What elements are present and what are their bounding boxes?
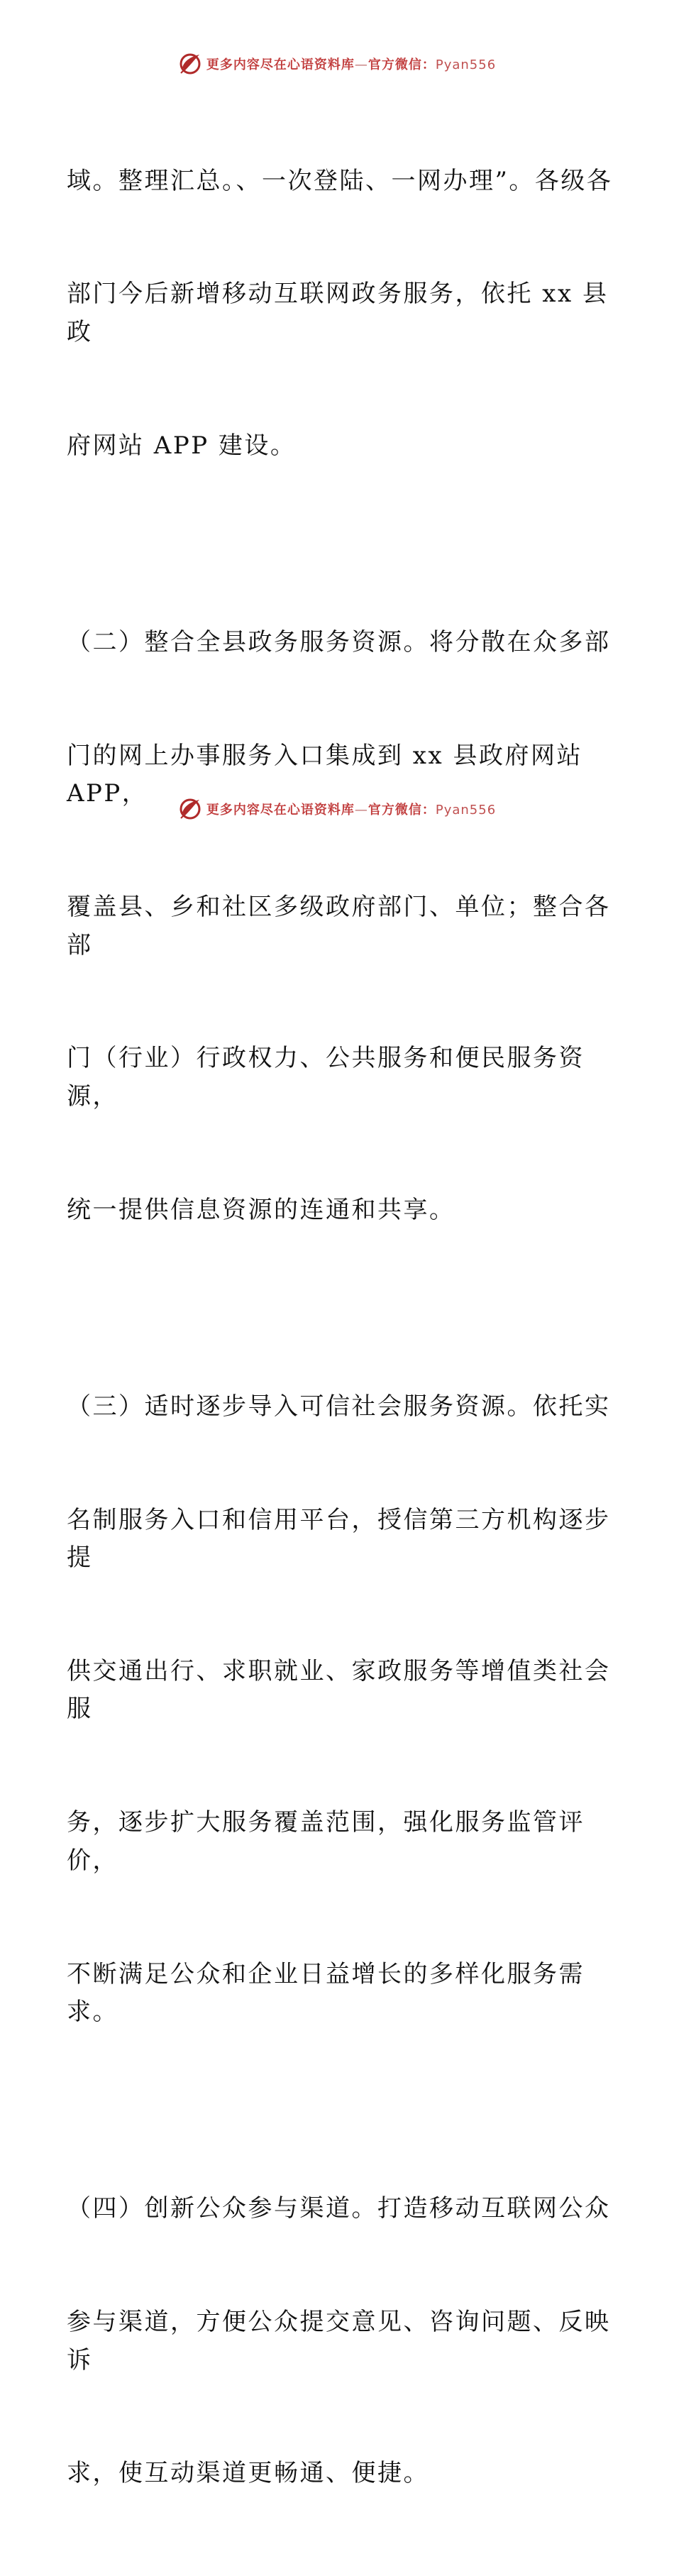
header-watermark — [0, 50, 674, 78]
pen-logo-icon — [178, 52, 202, 76]
text-line: （二）整合全县政务服务资源。将分散在众多部 — [67, 628, 611, 657]
text-line: 部门今后新增移动互联网政务服务，依托 xx 县政 — [67, 280, 609, 346]
watermark-text — [206, 55, 496, 73]
paragraph-1 — [67, 87, 613, 541]
text-line: 覆盖县、乡和社区多级政府部门、单位；整合各部 — [67, 893, 611, 959]
watermark-separator: — — [354, 57, 368, 72]
watermark-main: 更多内容尽在心语资料库 — [206, 57, 355, 72]
text-line: 参与渠道，方便公众提交意见、咨询问题、反映诉 — [67, 2308, 611, 2374]
document-body — [67, 87, 613, 2576]
paragraph-2 — [67, 549, 613, 1305]
text-line: 务，逐步扩大服务覆盖范围，强化服务监管评价， — [67, 1808, 585, 1875]
text-line: 统一提供信息资源的连通和共享。 — [67, 1195, 455, 1224]
footer-watermark — [0, 795, 674, 823]
text-line: 域。整理汇总。、一次登陆、一网办理”。各级各 — [67, 166, 613, 195]
paragraph-3 — [67, 1313, 613, 2107]
text-line: 供交通出行、求职就业、家政服务等增值类社会服 — [67, 1657, 611, 1724]
watermark-separator: — — [354, 803, 368, 818]
text-line: 不断满足公众和企业日益增长的多样化服务需求。 — [67, 1959, 585, 2026]
watermark-id: Pyan556 — [435, 803, 497, 818]
pen-logo-icon — [178, 797, 202, 821]
watermark-label: 官方微信： — [368, 803, 436, 818]
paragraph-4 — [67, 2115, 613, 2569]
text-line: （四）创新公众参与渠道。打造移动互联网公众 — [67, 2194, 611, 2223]
watermark-main: 更多内容尽在心语资料库 — [206, 803, 355, 818]
text-line: 名制服务入口和信用平台，授信第三方机构逐步提 — [67, 1505, 611, 1573]
watermark-text — [206, 800, 496, 818]
watermark-id: Pyan556 — [435, 57, 497, 72]
text-line: 门的网上办事服务入口集成到 xx 县政府网站 APP， — [67, 742, 592, 808]
text-line: 府网站 APP 建设。 — [67, 431, 297, 460]
text-line: （三）适时逐步导入可信社会服务资源。依托实 — [67, 1392, 611, 1421]
text-line: 求，使互动渠道更畅通、便捷。 — [67, 2459, 429, 2488]
text-line: 门（行业）行政权力、公共服务和便民服务资源， — [67, 1044, 585, 1111]
watermark-label: 官方微信： — [368, 57, 436, 72]
